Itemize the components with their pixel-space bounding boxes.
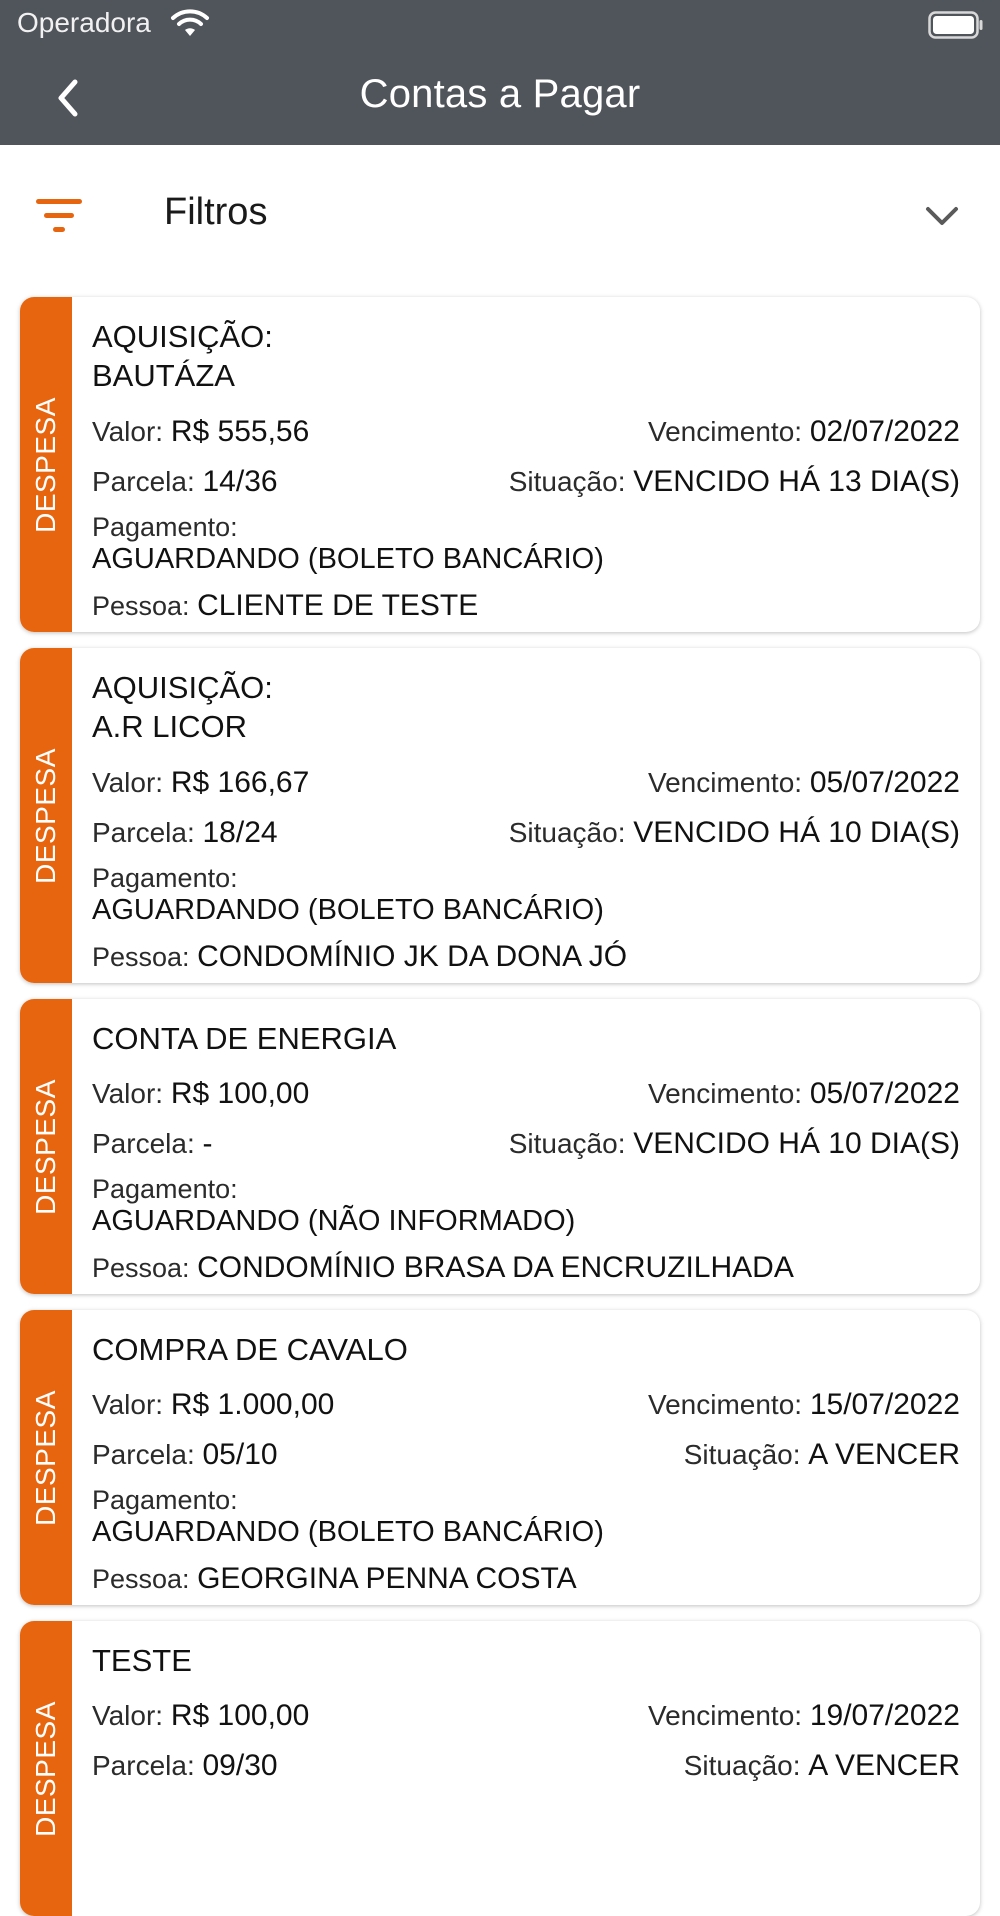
pagamento-value: AGUARDANDO (BOLETO BANCÁRIO): [92, 894, 604, 926]
wifi-icon: [170, 9, 210, 39]
situacao-value: VENCIDO HÁ 10 DIA(S): [633, 1127, 960, 1160]
vencimento-label: Vencimento:: [647, 767, 803, 798]
valor-label: Valor:: [92, 1389, 164, 1420]
parcela-value: 05/10: [202, 1438, 278, 1471]
account-card[interactable]: [20, 1621, 980, 1916]
valor-label: Valor:: [92, 416, 164, 447]
parcela-label: Parcela:: [92, 817, 195, 848]
account-title: [92, 1330, 892, 1369]
situacao-label: Situação:: [683, 1750, 801, 1781]
battery-icon: [928, 11, 984, 39]
account-card[interactable]: [20, 999, 980, 1294]
vencimento-value: 19/07/2022: [809, 1699, 960, 1732]
account-title: [92, 1641, 892, 1680]
type-stripe: [20, 1310, 72, 1605]
situacao-label: Situação:: [683, 1439, 801, 1470]
situacao-value: A VENCER: [808, 1438, 960, 1471]
pagamento-value: AGUARDANDO (BOLETO BANCÁRIO): [92, 543, 604, 575]
parcela-value: 14/36: [202, 465, 278, 498]
account-card[interactable]: [20, 297, 980, 632]
pagamento-label: Pagamento:: [92, 512, 238, 542]
pessoa-value: GEORGINA PENNA COSTA: [197, 1562, 577, 1595]
vencimento-label: Vencimento:: [647, 1389, 803, 1420]
type-label: DESPESA: [30, 1078, 61, 1215]
vencimento-value: 05/07/2022: [809, 1077, 960, 1110]
type-stripe: [20, 297, 72, 632]
pessoa-value: CLIENTE DE TESTE: [197, 589, 479, 622]
pagamento-label: Pagamento:: [92, 1485, 238, 1515]
pessoa-label: Pessoa:: [92, 942, 190, 972]
situacao-label: Situação:: [508, 1128, 626, 1159]
account-title: [92, 1019, 892, 1058]
vencimento-value: 02/07/2022: [809, 415, 960, 448]
valor-label: Valor:: [92, 1078, 164, 1109]
pessoa-label: Pessoa:: [92, 1564, 190, 1594]
valor-value: R$ 100,00: [170, 1077, 310, 1110]
situacao-label: Situação:: [508, 466, 626, 497]
valor-value: R$ 555,56: [170, 415, 310, 448]
filter-icon: [36, 197, 82, 237]
status-bar: [0, 0, 1000, 50]
parcela-label: Parcela:: [92, 466, 195, 497]
pessoa-label: Pessoa:: [92, 591, 190, 621]
vencimento-value: 05/07/2022: [809, 766, 960, 799]
pessoa-label: Pessoa:: [92, 1253, 190, 1283]
parcela-value: -: [202, 1127, 213, 1160]
parcela-value: 09/30: [202, 1749, 278, 1782]
type-label: DESPESA: [30, 1389, 61, 1526]
account-card[interactable]: [20, 1310, 980, 1605]
parcela-label: Parcela:: [92, 1750, 195, 1781]
parcela-label: Parcela:: [92, 1128, 195, 1159]
title-line-2: BAUTÁZA: [92, 358, 235, 393]
vencimento-label: Vencimento:: [647, 1700, 803, 1731]
valor-value: R$ 1.000,00: [170, 1388, 335, 1421]
type-stripe: [20, 999, 72, 1294]
situacao-value: VENCIDO HÁ 13 DIA(S): [633, 465, 960, 498]
parcela-value: 18/24: [202, 816, 278, 849]
situacao-value: A VENCER: [808, 1749, 960, 1782]
pagamento-value: AGUARDANDO (NÃO INFORMADO): [92, 1205, 576, 1237]
filters-toggle[interactable]: [0, 145, 1000, 295]
valor-value: R$ 166,67: [170, 766, 310, 799]
page-title: Contas a Pagar: [359, 72, 641, 116]
pagamento-label: Pagamento:: [92, 863, 238, 893]
type-label: DESPESA: [30, 396, 61, 533]
title-line-1: TESTE: [92, 1643, 192, 1678]
valor-value: R$ 100,00: [170, 1699, 310, 1732]
vencimento-label: Vencimento:: [647, 1078, 803, 1109]
title-line-2: A.R LICOR: [92, 709, 248, 744]
pessoa-value: CONDOMÍNIO JK DA DONA JÓ: [197, 940, 628, 973]
type-stripe: [20, 648, 72, 983]
situacao-label: Situação:: [508, 817, 626, 848]
type-label: DESPESA: [30, 1700, 61, 1837]
parcela-label: Parcela:: [92, 1439, 195, 1470]
title-line-1: AQUISIÇÃO:: [92, 670, 273, 705]
pagamento-label: Pagamento:: [92, 1174, 238, 1204]
account-title: [92, 317, 892, 395]
type-label: DESPESA: [30, 747, 61, 884]
type-stripe: [20, 1621, 72, 1916]
pessoa-value: CONDOMÍNIO BRASA DA ENCRUZILHADA: [197, 1251, 794, 1284]
pagamento-value: AGUARDANDO (BOLETO BANCÁRIO): [92, 1516, 604, 1548]
valor-label: Valor:: [92, 1700, 164, 1731]
title-line-1: COMPRA DE CAVALO: [92, 1332, 408, 1367]
title-line-1: CONTA DE ENERGIA: [92, 1021, 397, 1056]
situacao-value: VENCIDO HÁ 10 DIA(S): [633, 816, 960, 849]
filters-label: Filtros: [164, 191, 268, 233]
navigation-bar: [0, 50, 1000, 145]
chevron-down-icon: [920, 201, 964, 231]
title-line-1: AQUISIÇÃO:: [92, 319, 273, 354]
valor-label: Valor:: [92, 767, 164, 798]
vencimento-value: 15/07/2022: [809, 1388, 960, 1421]
account-title: [92, 668, 892, 746]
vencimento-label: Vencimento:: [647, 416, 803, 447]
account-card[interactable]: [20, 648, 980, 983]
carrier-name: Operadora: [17, 7, 151, 38]
